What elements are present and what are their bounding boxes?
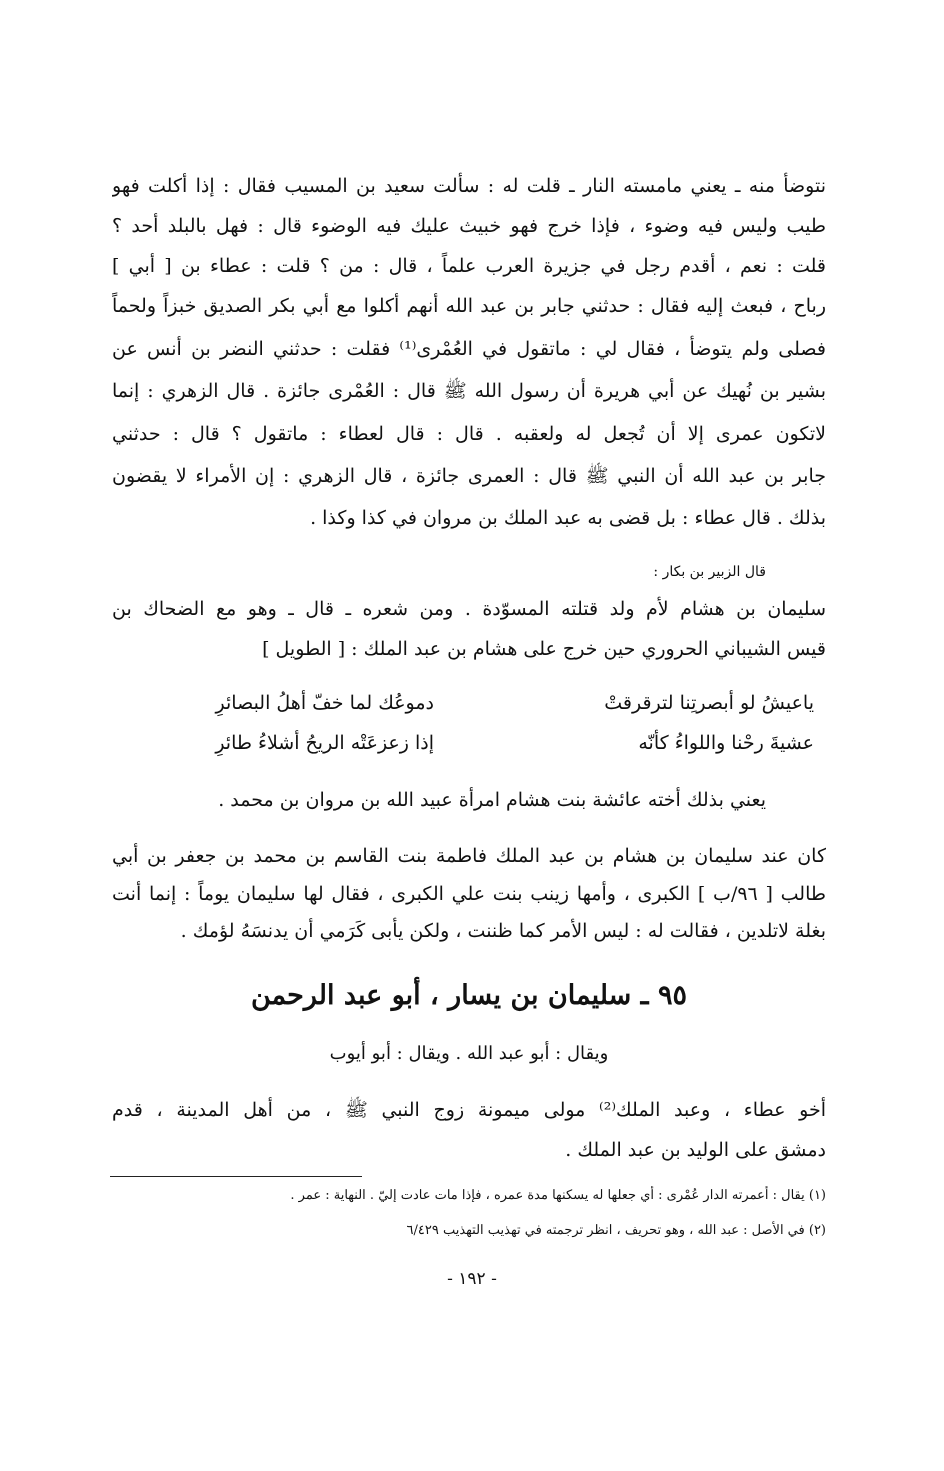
entry-subheading: ويقال : أبو عبد الله . ويقال : أبو أيوب	[329, 1043, 609, 1064]
body-line: قيس الشيباني الحروري حين خرج على هشام بن عبد الملك : [ الطويل ]	[262, 638, 826, 660]
body-line: كان عند سليمان بن هشام بن عبد الملك فاطمة بنت القاسم بن محمد بن جعفر بن أبي	[112, 845, 826, 867]
page-number: - ١٩٢ -	[447, 1269, 497, 1289]
verse-hemistich-second: دموعُك لما خفّ أهلُ البصائرِ	[215, 692, 434, 714]
body-line: بشير بن نُهيك عن أبي هريرة أن رسول الله ﷺ قال : العُمْرى جائزة . قال الزهري : إنما	[112, 380, 826, 402]
body-line: بذلك . قال عطاء : بل قضى به عبد الملك بن مروان في كذا وكذا .	[310, 507, 826, 529]
body-line: جابر بن عبد الله أن النبي ﷺ قال : العمرى جائزة ، قال الزهري : إن الأمراء لا يقضون	[112, 465, 826, 487]
body-line: أخو عطاء ، وعبد الملك⁽²⁾ مولى ميمونة زوج النبي ﷺ ، من أهل المدينة ، قدم	[112, 1099, 826, 1121]
body-line: فصلى ولم يتوضأ ، فقال لي : ماتقول في العُمْرى⁽¹⁾ فقلت : حدثني النضر بن أنس عن	[112, 338, 826, 360]
body-line: طالب [ ٩٦/ب ] الكبرى ، وأمها زينب بنت علي الكبرى ، فقال لها سليمان يوماً : إنما أنت	[112, 883, 826, 905]
footnote: (١) يقال : أعمرته الدار عُمْرى : أي جعلها له يسكنها مدة عمره ، فإذا مات عادت إليّ . النهاية : عمر .	[290, 1188, 826, 1203]
verse-note: يعني بذلك أخته عائشة بنت هشام امرأة عبيد الله بن مروان بن محمد .	[218, 789, 766, 811]
verse-hemistich-first: ياعيشُ لو أبصرتِنا لترقرقتْ	[604, 692, 814, 714]
body-line: نتوضأ منه ـ يعني مامسته النار ـ قلت له : سألت سعيد بن المسيب فقال : إذا أكلت فهو	[112, 175, 826, 197]
body-line: سليمان بن هشام لأم ولد قتلته المسوّدة . ومن شعره ـ قال ـ وهو مع الضحاك بن	[112, 598, 826, 620]
verse-hemistich-first: عشيةَ رحْنا واللواءُ كأنّه	[638, 732, 814, 754]
body-line: بغلة لاتلدين ، فقالت له : ليس الأمر كما ظننت ، ولكن يأبى كَرَمي أن يدنسَهُ لؤمك .	[180, 920, 826, 942]
verse-hemistich-second: إذا زعزعَتْه الريحُ أشلاءُ طائرِ	[215, 732, 434, 754]
footnote: (٢) في الأصل : عبد الله ، وهو تحريف ، انظر ترجمته في تهذيب التهذيب ٦/٤٢٩	[406, 1223, 826, 1238]
body-line: دمشق على الوليد بن عبد الملك .	[565, 1139, 826, 1161]
body-line: رباح ، فبعث إليه فقال : حدثني جابر بن عبد الله أنهم أكلوا مع أبي بكر الصديق خبزاً ولحماً	[112, 295, 826, 317]
body-line: طيب وليس فيه وضوء ، فإذا خرج فهو خبيث عليك فيه الوضوء قال : فهل بالبلد أحد ؟	[112, 215, 826, 237]
body-line: لاتكون عمرى إلا أن تُجعل له ولعقبه . قال : قال لعطاء : ماتقول ؟ قال : حدثني	[112, 423, 826, 445]
footnote-separator	[110, 1176, 362, 1177]
source-attribution: قال الزبير بن بكار :	[653, 564, 766, 580]
entry-heading: ٩٥ ـ سليمان بن يسار ، أبو عبد الرحمن	[250, 980, 688, 1011]
body-line: قلت : نعم ، أقدم رجل في جزيرة العرب علماً ، قال : من ؟ قلت : عطاء بن [ أبي ]	[112, 255, 826, 277]
